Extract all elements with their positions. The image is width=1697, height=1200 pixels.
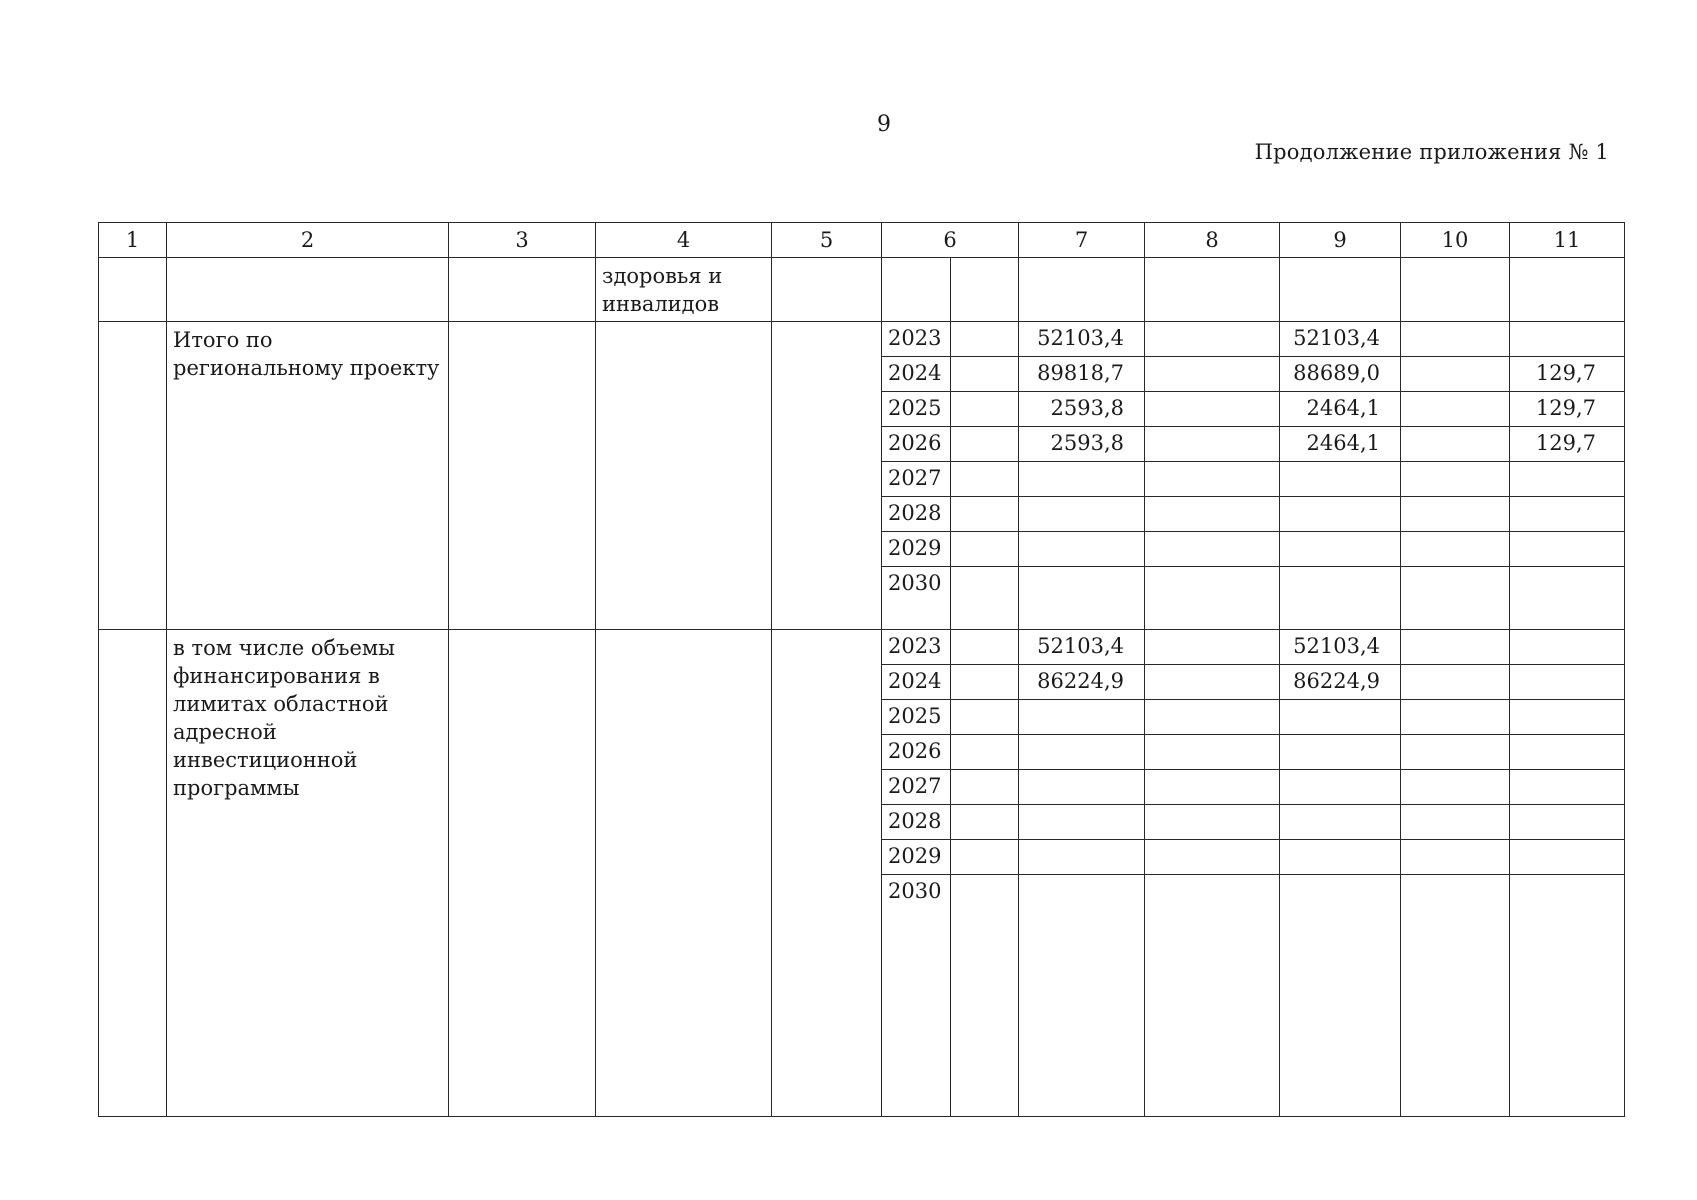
empty-cell xyxy=(99,322,167,630)
value-col11 xyxy=(1510,630,1625,665)
empty-cell xyxy=(1401,770,1510,805)
value-col11 xyxy=(1510,735,1625,770)
value-col7 xyxy=(1019,567,1145,630)
empty-cell xyxy=(951,357,1019,392)
empty-cell xyxy=(951,770,1019,805)
table-row xyxy=(99,630,1625,665)
header-cell: 11 xyxy=(1510,223,1625,258)
empty-cell xyxy=(1145,770,1280,805)
empty-cell xyxy=(951,735,1019,770)
empty-cell xyxy=(951,322,1019,357)
empty-cell xyxy=(1401,805,1510,840)
table-row xyxy=(99,322,1625,357)
empty-cell xyxy=(1401,427,1510,462)
empty-cell xyxy=(1145,630,1280,665)
page-number: 9 xyxy=(877,112,891,137)
empty-cell xyxy=(1145,427,1280,462)
value-col7 xyxy=(1019,497,1145,532)
empty-cell xyxy=(1401,840,1510,875)
value-col11 xyxy=(1510,700,1625,735)
value-col9 xyxy=(1280,462,1401,497)
empty-cell xyxy=(1401,258,1510,322)
empty-cell xyxy=(1401,567,1510,630)
empty-cell xyxy=(951,462,1019,497)
empty-cell xyxy=(596,630,772,1117)
empty-cell xyxy=(1145,532,1280,567)
empty-cell xyxy=(951,700,1019,735)
empty-cell xyxy=(1401,462,1510,497)
value-col9 xyxy=(1280,875,1401,1117)
empty-cell xyxy=(951,805,1019,840)
empty-cell xyxy=(1401,392,1510,427)
value-col9 xyxy=(1280,770,1401,805)
value-col9 xyxy=(1280,735,1401,770)
value-col7 xyxy=(1019,770,1145,805)
year-cell: 2029 xyxy=(882,840,951,875)
header-cell: 7 xyxy=(1019,223,1145,258)
empty-cell xyxy=(1145,357,1280,392)
year-cell: 2028 xyxy=(882,805,951,840)
year-cell: 2023 xyxy=(882,322,951,357)
value-col11 xyxy=(1510,462,1625,497)
empty-cell xyxy=(772,630,882,1117)
header-cell: 1 xyxy=(99,223,167,258)
year-cell: 2026 xyxy=(882,427,951,462)
continuation-label: Продолжение приложения № 1 xyxy=(1254,140,1609,164)
empty-cell xyxy=(1401,735,1510,770)
value-col7 xyxy=(1019,462,1145,497)
empty-cell xyxy=(1401,700,1510,735)
value-col11: 129,7 xyxy=(1510,392,1625,427)
value-col11 xyxy=(1510,567,1625,630)
value-col7: 52103,4 xyxy=(1019,630,1145,665)
value-col11 xyxy=(1510,497,1625,532)
value-col11 xyxy=(1510,322,1625,357)
value-col9 xyxy=(1280,497,1401,532)
value-col9 xyxy=(1280,840,1401,875)
value-col11: 129,7 xyxy=(1510,427,1625,462)
value-col7: 86224,9 xyxy=(1019,665,1145,700)
year-cell: 2023 xyxy=(882,630,951,665)
value-col7: 2593,8 xyxy=(1019,392,1145,427)
value-col9: 88689,0 xyxy=(1280,357,1401,392)
value-col7 xyxy=(1019,532,1145,567)
empty-cell xyxy=(1145,875,1280,1117)
empty-cell xyxy=(1145,700,1280,735)
value-col9: 2464,1 xyxy=(1280,427,1401,462)
value-col9 xyxy=(1280,567,1401,630)
year-cell: 2024 xyxy=(882,357,951,392)
empty-cell xyxy=(951,258,1019,322)
empty-cell xyxy=(1401,875,1510,1117)
value-col11 xyxy=(1510,770,1625,805)
empty-cell xyxy=(596,322,772,630)
empty-cell xyxy=(99,630,167,1117)
header-cell: 10 xyxy=(1401,223,1510,258)
empty-cell xyxy=(1510,258,1625,322)
empty-cell xyxy=(772,258,882,322)
year-cell: 2030 xyxy=(882,567,951,630)
value-col11 xyxy=(1510,532,1625,567)
empty-cell xyxy=(951,392,1019,427)
value-col7 xyxy=(1019,875,1145,1117)
empty-cell xyxy=(1145,322,1280,357)
empty-cell xyxy=(99,258,167,322)
empty-cell xyxy=(1145,392,1280,427)
empty-cell xyxy=(1145,462,1280,497)
year-cell: 2025 xyxy=(882,392,951,427)
value-col7: 52103,4 xyxy=(1019,322,1145,357)
value-col11 xyxy=(1510,840,1625,875)
empty-cell xyxy=(1145,567,1280,630)
value-col7 xyxy=(1019,805,1145,840)
empty-cell xyxy=(951,427,1019,462)
year-cell: 2027 xyxy=(882,462,951,497)
header-row xyxy=(99,223,1625,258)
empty-cell xyxy=(1145,840,1280,875)
value-col7: 89818,7 xyxy=(1019,357,1145,392)
section-label: в том числе объемы финансирования в лимитах областной адресной инвестиционной программы xyxy=(167,630,449,1117)
empty-cell xyxy=(167,258,449,322)
empty-cell xyxy=(449,630,596,1117)
carry-over-row xyxy=(99,258,1625,322)
header-cell: 8 xyxy=(1145,223,1280,258)
header-cell: 3 xyxy=(449,223,596,258)
empty-cell xyxy=(1401,322,1510,357)
year-cell: 2024 xyxy=(882,665,951,700)
empty-cell xyxy=(1401,497,1510,532)
year-cell: 2027 xyxy=(882,770,951,805)
year-cell: 2028 xyxy=(882,497,951,532)
empty-cell xyxy=(1145,665,1280,700)
empty-cell xyxy=(951,875,1019,1117)
empty-cell xyxy=(1401,665,1510,700)
empty-cell xyxy=(882,258,951,322)
value-col11 xyxy=(1510,665,1625,700)
value-col7 xyxy=(1019,700,1145,735)
financing-table xyxy=(98,222,1625,1117)
value-col9 xyxy=(1280,700,1401,735)
empty-cell xyxy=(951,497,1019,532)
empty-cell xyxy=(1280,258,1401,322)
empty-cell xyxy=(951,840,1019,875)
value-col11: 129,7 xyxy=(1510,357,1625,392)
year-cell: 2026 xyxy=(882,735,951,770)
empty-cell xyxy=(1401,357,1510,392)
value-col7 xyxy=(1019,840,1145,875)
section-label: Итого по региональному проекту xyxy=(167,322,449,630)
header-cell: 2 xyxy=(167,223,449,258)
empty-cell xyxy=(1145,805,1280,840)
empty-cell xyxy=(1145,258,1280,322)
value-col9: 86224,9 xyxy=(1280,665,1401,700)
empty-cell xyxy=(449,322,596,630)
year-cell: 2025 xyxy=(882,700,951,735)
value-col7 xyxy=(1019,735,1145,770)
empty-cell xyxy=(951,532,1019,567)
value-col9 xyxy=(1280,805,1401,840)
header-cell: 6 xyxy=(882,223,1019,258)
carry-over-text: здоровья и инвалидов xyxy=(596,258,772,322)
header-cell: 4 xyxy=(596,223,772,258)
empty-cell xyxy=(772,322,882,630)
year-cell: 2029 xyxy=(882,532,951,567)
empty-cell xyxy=(951,665,1019,700)
year-cell: 2030 xyxy=(882,875,951,1117)
value-col9: 52103,4 xyxy=(1280,322,1401,357)
empty-cell xyxy=(1145,735,1280,770)
value-col11 xyxy=(1510,805,1625,840)
empty-cell xyxy=(1401,630,1510,665)
header-cell: 5 xyxy=(772,223,882,258)
empty-cell xyxy=(1019,258,1145,322)
empty-cell xyxy=(951,630,1019,665)
header-cell: 9 xyxy=(1280,223,1401,258)
value-col9: 2464,1 xyxy=(1280,392,1401,427)
value-col9: 52103,4 xyxy=(1280,630,1401,665)
value-col7: 2593,8 xyxy=(1019,427,1145,462)
value-col9 xyxy=(1280,532,1401,567)
value-col11 xyxy=(1510,875,1625,1117)
empty-cell xyxy=(1401,532,1510,567)
empty-cell xyxy=(1145,497,1280,532)
empty-cell xyxy=(951,567,1019,630)
empty-cell xyxy=(449,258,596,322)
